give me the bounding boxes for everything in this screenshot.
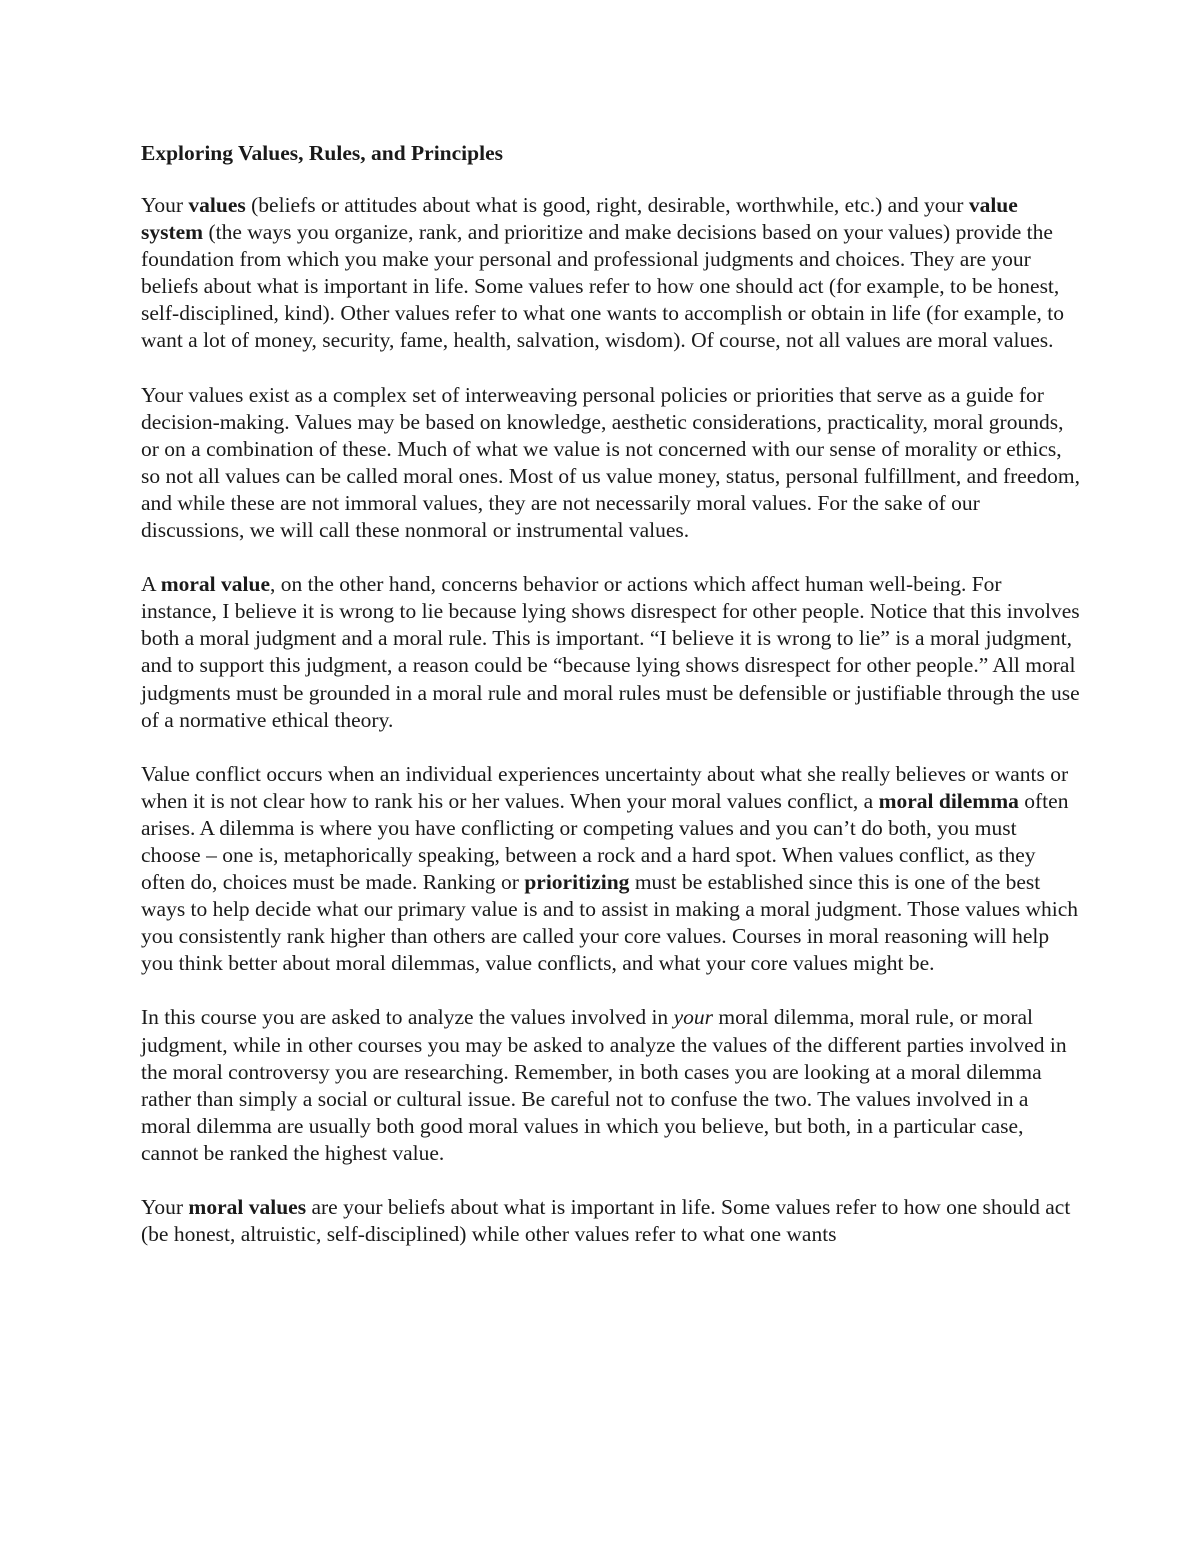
italic-term: your: [673, 1005, 713, 1030]
text-segment: often arises. A dilemma is where you have conflicting or competing values and you can’t do both, you must choose – one is, metaphorically speaking, between a rock and a hard spot. When values conflict, as they often do, choices must be made. Ranking or: [141, 788, 1069, 895]
bold-term: moral values: [188, 1195, 307, 1219]
paragraph-6: [141, 1194, 1081, 1248]
bold-term: moral dilemma: [878, 788, 1019, 813]
text-segment: are your beliefs about what is important in life. Some values refer to how one should act (be honest, altruistic, self-disciplined) while other values refer to what one wants: [141, 1195, 1071, 1247]
bold-term: moral value: [160, 572, 270, 597]
text-segment: must be established since this is one of the best ways to help decide what our primary value is and to assist in making a moral judgment. Those values which you consistently rank higher than others are called your core values. Courses in moral reasoning will help you think better about moral dilemmas, value conflicts, and what your core values might be.: [141, 870, 1079, 976]
text-segment: , on the other hand, concerns behavior or actions which affect human well-being. For instance, I believe it is wrong to lie because lying shows disrespect for other people. Notice that this involves both a moral judgment and a moral rule. This is important. “I believe it is wrong to lie” is a moral judgment, and to support this judgment, a reason could be “because lying shows disrespect for other people.” All moral judgments must be grounded in a moral rule and moral rules must be defensible or justifiable through the use of a normative ethical theory.: [141, 572, 1080, 732]
text-segment: Your values exist as a complex set of interweaving personal policies or priorities that serve as a guide for decision-making. Values may be based on knowledge, aesthetic considerations, practicality, moral grounds, or on a combination of these. Much of what we value is not concerned with our sense of morality or ethics, so not all values can be called moral ones. Most of us value money, status, personal fulfillment, and freedom, and while these are not immoral values, they are not necessarily moral values. For the sake of our discussions, we will call these nonmoral or instrumental values.: [141, 382, 1080, 543]
bold-term: value system: [141, 193, 1018, 245]
text-segment: Value conflict occurs when an individual experiences uncertainty about what she really believes or wants or when it is not clear how to rank his or her values. When your moral values conflict, a: [141, 761, 1069, 813]
text-segment: Your: [141, 193, 189, 217]
paragraph-3: [141, 571, 1081, 734]
text-segment: In this course you are asked to analyze the values involved in: [141, 1005, 674, 1030]
paragraph-4: [141, 761, 1081, 978]
paragraph-5: [141, 1004, 1081, 1167]
bold-term: values: [188, 193, 246, 217]
text-segment: Your: [141, 1195, 189, 1219]
paragraph-2: [141, 382, 1081, 545]
text-segment: (the ways you organize, rank, and prioritize and make decisions based on your values) provide the foundation from which you make your personal and professional judgments and choices. They are your beliefs about what is important in life. Some values refer to how one should act (for example, to be honest, self-disciplined, kind). Other values refer to what one wants to accomplish or obtain in life (for example, to want a lot of money, security, fame, health, salvation, wisdom). Of course, not all values are moral values.: [141, 220, 1065, 353]
document-page: [141, 140, 1081, 1275]
text-segment: (beliefs or attitudes about what is good, right, desirable, worthwhile, etc.) and your: [245, 193, 969, 217]
text-segment: moral dilemma, moral rule, or moral judgment, while in other courses you may be asked to analyze the values of the different parties involved in the moral controversy you are researching. Remember, in both cases you are looking at a moral dilemma rather than simply a social or cultural issue. Be careful not to confuse the two. The values involved in a moral dilemma are usually both good moral values in which you believe, but both, in a particular case, cannot be ranked the highest value.: [141, 1005, 1067, 1165]
document-title: Exploring Values, Rules, and Principles: [141, 141, 503, 165]
document-body: [141, 192, 1081, 1248]
paragraph-1: [141, 192, 1081, 355]
text-segment: A: [141, 572, 161, 597]
bold-term: prioritizing: [524, 870, 630, 895]
